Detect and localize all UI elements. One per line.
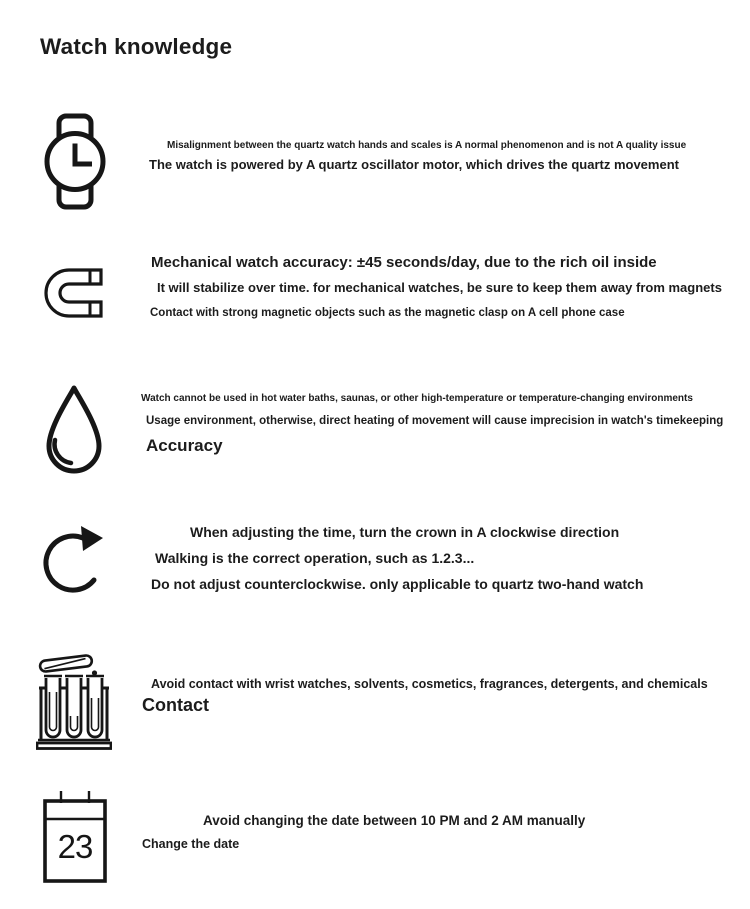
clockwise-arrow-icon [38, 525, 106, 599]
date-note: Avoid changing the date between 10 PM and 2 AM manually [203, 813, 586, 828]
magnet-note-stabilize: It will stabilize over time. for mechanical watches, be sure to keep them away from magnets [157, 280, 722, 295]
water-drop-icon [42, 383, 106, 480]
crown-note-clockwise: When adjusting the time, turn the crown in A clockwise direction [190, 524, 620, 540]
page-title: Watch knowledge [40, 34, 233, 59]
quartz-note-small: Misalignment between the quartz watch hands and scales is A normal phenomenon and is not A quality issue [167, 140, 687, 151]
quartz-note-main: The watch is powered by A quartz oscillator motor, which drives the quartz movement [149, 157, 679, 172]
chemical-note: Avoid contact with wrist watches, solvents, cosmetics, fragrances, detergents, and chemicals [151, 677, 708, 691]
wristwatch-icon [42, 113, 108, 210]
calendar-day-number: 23 [57, 828, 93, 865]
crown-note-walking: Walking is the correct operation, such as 1.2.3... [155, 550, 475, 566]
magnet-icon [42, 266, 104, 320]
magnet-note-contact: Contact with strong magnetic objects such as the magnetic clasp on A cell phone case [150, 307, 625, 319]
magnet-note-accuracy: Mechanical watch accuracy: ±45 seconds/day, due to the rich oil inside [151, 254, 657, 271]
temperature-heading: Accuracy [146, 436, 223, 455]
test-tubes-icon [36, 648, 112, 750]
temperature-note-small: Watch cannot be used in hot water baths, saunas, or other high-temperature or temperature-changing environments [141, 393, 693, 404]
calendar-icon [42, 788, 108, 885]
chemical-heading: Contact [142, 695, 209, 715]
crown-note-counterclockwise: Do not adjust counterclockwise. only applicable to quartz two-hand watch [151, 576, 644, 592]
temperature-note-main: Usage environment, otherwise, direct heating of movement will cause imprecision in watch's timekeeping [146, 415, 724, 427]
date-heading: Change the date [142, 837, 240, 851]
